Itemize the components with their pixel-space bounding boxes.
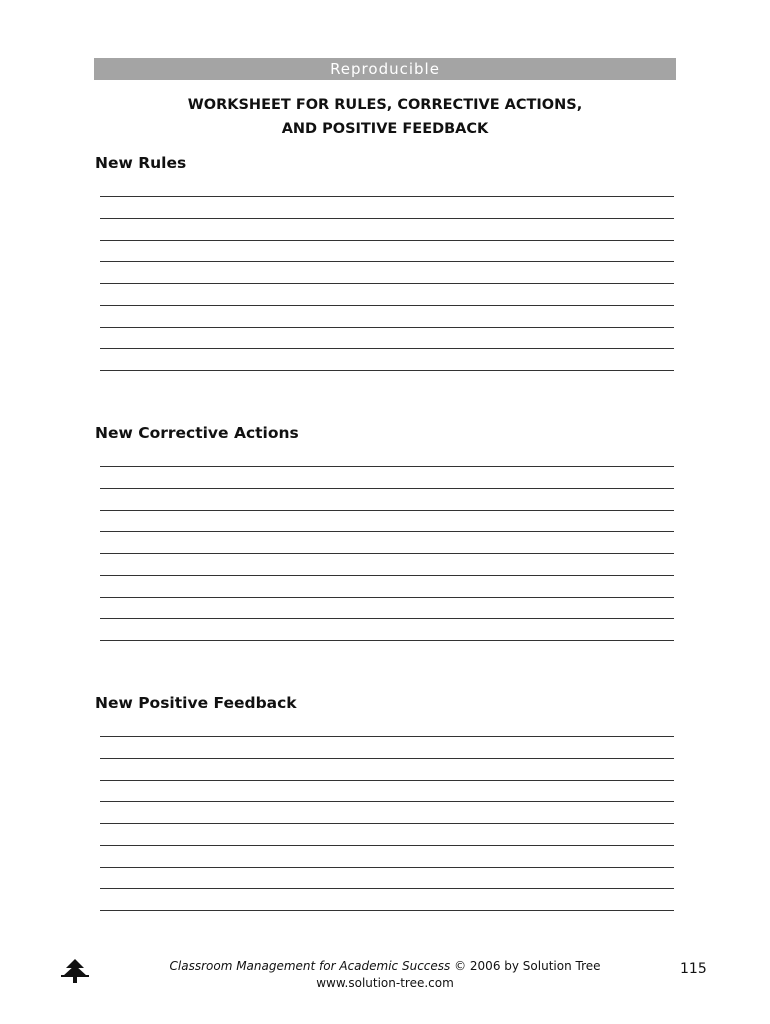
writing-line: [100, 640, 674, 641]
writing-line: [100, 736, 674, 737]
section-heading-new-positive-feedback: New Positive Feedback: [95, 694, 297, 712]
footer-copyright: © 2006 by Solution Tree: [450, 959, 601, 973]
writing-line: [100, 531, 674, 532]
writing-line: [100, 618, 674, 619]
writing-line: [100, 758, 674, 759]
solution-tree-logo-icon: [60, 958, 90, 984]
writing-line: [100, 553, 674, 554]
writing-line: [100, 218, 674, 219]
writing-line: [100, 240, 674, 241]
writing-line: [100, 780, 674, 781]
writing-line: [100, 327, 674, 328]
writing-line: [100, 888, 674, 889]
writing-line: [100, 261, 674, 262]
writing-line: [100, 597, 674, 598]
writing-line: [100, 910, 674, 911]
section-heading-new-corrective-actions: New Corrective Actions: [95, 424, 299, 442]
worksheet-title-line-1: WORKSHEET FOR RULES, CORRECTIVE ACTIONS,: [187, 97, 583, 113]
writing-line: [100, 801, 674, 802]
writing-line: [100, 370, 674, 371]
writing-line: [100, 575, 674, 576]
footer-book-title: Classroom Management for Academic Success: [169, 959, 451, 973]
writing-line: [100, 823, 674, 824]
writing-line: [100, 348, 674, 349]
writing-line: [100, 867, 674, 868]
reproducible-banner: Reproducible: [94, 58, 676, 80]
worksheet-title-line-2: AND POSITIVE FEEDBACK: [281, 121, 489, 137]
writing-line: [100, 196, 674, 197]
section-heading-new-rules: New Rules: [95, 154, 187, 172]
footer-url: www.solution-tree.com: [316, 976, 454, 990]
page-number: 115: [680, 961, 707, 977]
writing-line: [100, 845, 674, 846]
writing-line: [100, 305, 674, 306]
writing-line: [100, 466, 674, 467]
footer-citation: [150, 958, 620, 974]
writing-line: [100, 488, 674, 489]
writing-line: [100, 283, 674, 284]
writing-line: [100, 510, 674, 511]
